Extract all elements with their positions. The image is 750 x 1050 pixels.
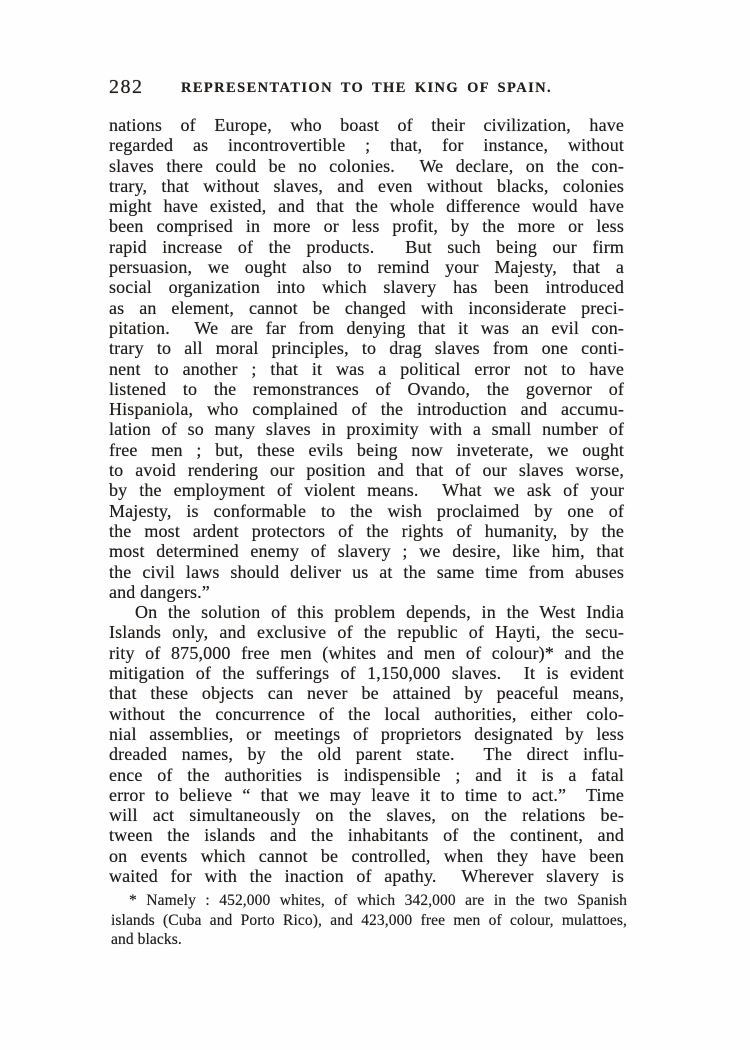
- running-header-title: REPRESENTATION TO THE KING OF SPAIN.: [180, 80, 553, 96]
- text-line: islands (Cuba and Porto Rico), and 423,000 free men of colour, mulattoes,: [111, 911, 627, 929]
- text-line: the most ardent protectors of the rights of humanity, by the: [109, 520, 624, 541]
- text-line: tween the islands and the inhabitants of the continent, and: [109, 825, 624, 846]
- text-line: free men ; but, these evils being now inveterate, we ought: [109, 439, 624, 460]
- text-line: ence of the authorities is indispensible ; and it is a fatal: [109, 764, 624, 785]
- text-line: will act simultaneously on the slaves, on the relations be-: [109, 805, 624, 826]
- text-line: On the solution of this problem depends, in the West India: [135, 602, 624, 623]
- text-line: Islands only, and exclusive of the republic of Hayti, the secu-: [109, 622, 624, 643]
- text-line: might have existed, and that the whole difference would have: [109, 196, 624, 217]
- running-head-row: [109, 76, 624, 100]
- text-line: listened to the remonstrances of Ovando, the governor of: [109, 378, 624, 399]
- text-line: dreaded names, by the old parent state. The direct influ-: [109, 744, 624, 765]
- text-line: without the concurrence of the local authorities, either colo-: [109, 703, 624, 724]
- text-line: most determined enemy of slavery ; we desire, like him, that: [109, 541, 624, 562]
- text-line: by the employment of violent means. What we ask of your: [109, 480, 624, 501]
- text-line: waited for with the inaction of apathy. Wherever slavery is: [109, 865, 624, 886]
- paragraph-2: [109, 602, 624, 886]
- text-line: as an element, cannot be changed with inconsiderate preci-: [109, 297, 624, 318]
- text-line: trary, that without slaves, and even without blacks, colonies: [109, 175, 624, 196]
- text-line: nent to another ; that it was a political error not to have: [109, 358, 624, 379]
- text-line: nations of Europe, who boast of their civilization, have: [109, 115, 624, 135]
- text-line: and blacks.: [111, 931, 182, 948]
- text-line: Hispaniola, who complained of the introduction and accumu-: [109, 399, 624, 420]
- text-line: the civil laws should deliver us at the same time from abuses: [109, 561, 624, 582]
- text-line: lation of so many slaves in proximity with a small number of: [109, 419, 624, 440]
- footnote-text: [111, 891, 627, 950]
- text-line: Majesty, is conformable to the wish proclaimed by one of: [109, 500, 624, 521]
- paragraph-1: [109, 115, 624, 602]
- text-line: rapid increase of the products. But such being our firm: [109, 236, 624, 257]
- text-line: pitation. We are far from denying that it was an evil con-: [109, 317, 624, 338]
- text-line: that these objects can never be attained by peaceful means,: [109, 683, 624, 704]
- page-number: 282: [109, 76, 144, 98]
- text-line: mitigation of the sufferings of 1,150,000 slaves. It is evident: [109, 663, 624, 684]
- text-line: regarded as incontrovertible ; that, for instance, without: [109, 135, 624, 156]
- text-line: been comprised in more or less profit, by the more or less: [109, 216, 624, 237]
- text-line: error to believe “ that we may leave it to time to act.” Time: [109, 784, 624, 805]
- text-line: and dangers.”: [109, 581, 210, 602]
- text-line: to avoid rendering our position and that of our slaves worse,: [109, 460, 624, 481]
- footnote: [111, 891, 627, 950]
- text-line: nial assemblies, or meetings of proprietors designated by less: [109, 723, 624, 744]
- text-line: on events which cannot be controlled, when they have been: [109, 845, 624, 866]
- text-line: social organization into which slavery has been introduced: [109, 277, 624, 298]
- text-line: trary to all moral principles, to drag slaves from one conti-: [109, 338, 624, 359]
- page-body-text: [109, 115, 624, 886]
- text-line: slaves there could be no colonies. We declare, on the con-: [109, 155, 624, 176]
- text-line: persuasion, we ought also to remind your Majesty, that a: [109, 257, 624, 278]
- text-line: * Namely : 452,000 whites, of which 342,000 are in the two Spanish: [129, 892, 627, 909]
- text-line: rity of 875,000 free men (whites and men of colour)* and the: [109, 642, 624, 663]
